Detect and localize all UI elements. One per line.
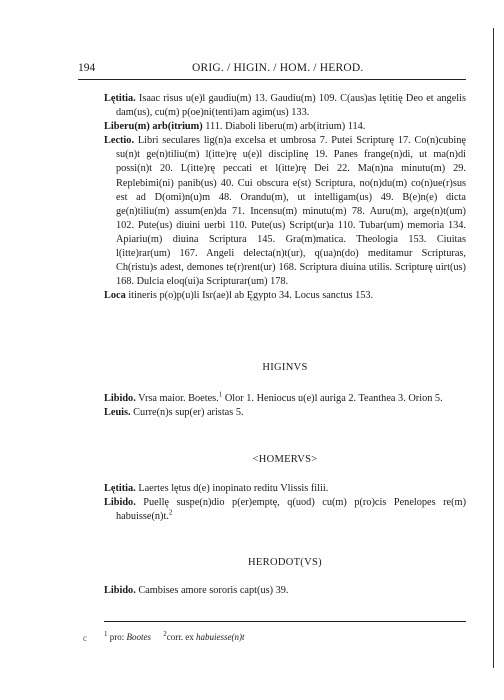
footnote-2	[163, 632, 244, 642]
higinus-entries	[104, 392, 466, 420]
entry-loca	[104, 289, 466, 303]
footnote-ref: 2	[168, 508, 173, 517]
entry-leuis	[104, 406, 466, 420]
entry-text: Isaac risus u(e)l gaudiu(m) 13. Gaudiu(m) 109. C(aus)as lętitię Deo et angelis dam(us), cu(m) p(oe)ni(tenti)am agim(us) 133.	[116, 93, 466, 119]
entry-letitia	[104, 92, 466, 120]
entry-libido	[104, 496, 466, 524]
footnote-label: corr. ex	[166, 632, 196, 642]
entry-head: Loca	[104, 290, 126, 302]
entry-libido	[104, 392, 466, 406]
entry-head: Libido.	[104, 393, 136, 404]
entry-text: Vrsa maior. Boetes.	[135, 393, 219, 404]
entry-head: Liberu(m) arb(itrium)	[104, 121, 203, 133]
running-title: ORIG. / HIGIN. / HOM. / HEROD.	[192, 62, 364, 74]
entry-text: Olor 1. Heniocus u(e)l auriga 2. Teanthea 3. Orion 5.	[222, 393, 443, 404]
entry-lectio	[104, 134, 466, 289]
footnote-mark: 1	[104, 630, 108, 638]
entry-head: Lectio.	[104, 135, 135, 147]
section-title-herodotus: HERODOT(VS)	[248, 557, 322, 568]
entry-text: 111. Diaboli liberu(m) arb(itrium) 114.	[202, 121, 366, 133]
page-header	[78, 62, 466, 78]
footnote-mark: 2	[163, 630, 167, 638]
entry-head: Lętitia.	[104, 483, 136, 494]
section-title-higinus: HIGINVS	[262, 362, 308, 373]
homerus-entries	[104, 482, 466, 524]
footnote-1	[104, 632, 151, 642]
entry-liberum-arbitrium	[104, 120, 466, 134]
origenes-entries	[104, 92, 466, 303]
entry-text: Puellę suspe(n)dio p(er)emptę, q(uod) cu(m) p(ro)cis Penelopes re(m) habuisse(n)t.	[116, 497, 466, 523]
footnote-rule	[104, 621, 466, 622]
entry-text: Libri seculares lig(n)a excelsa et umbrosa 7. Putei Scripturę 17. Co(n)cubinę su(n)t ge(n)tiliu(m) l(itte)rę u(e)l disciplinę 19. Panes frange(n)di, ut ma(n)di possi(n)t 20. L(itte)rę peccati et l(itte)rę Dei 22. Ma(n)na minutu(m) 29. Replebimi(ni) panib(us) 40. Cui obscura e(st) Scriptura, no(n)du(m) co(n)ue(r)sus est ad D(omi)n(u)m 48. Orandu(m), ut intelligam(us) 49. B(e)n(e) dicta ge(n)tiliu(m) assum(en)da 71. Incensu(m) minutu(m) 78. Auru(m), arge(n)t(um) 102. Pute(us) diuini uerbi 110. Pute(us) Script(ur)a 110. Tubar(um) memoria 134. Apiariu(m) diuina Scriptura 145. Gra(m)matica. Theologia 153. Ciuitas l(itte)rar(um) 167. Angeli delecta(n)t(ur), q(ua)n(do) meditamur Scripturas, Ch(ristu)s adest, demones te(r)rent(ur) 168. Scriptura diuina utilis. Scripturę uirt(us) 168. Dulcia eloq(ui)a Scripturar(um) 178.	[116, 135, 466, 288]
herodotus-entries	[104, 584, 466, 598]
section-title-homerus: <HOMERVS>	[252, 454, 318, 465]
entry-text: Curre(n)s sup(er) aristas 5.	[130, 407, 244, 419]
footnote-text: habuiesse(n)t	[196, 632, 245, 642]
entry-text: itineris p(o)p(u)li Isr(ae)l ab Ęgypto 34. Locus sanctus 153.	[125, 290, 374, 302]
entry-head: Libido.	[104, 497, 136, 509]
entry-head: Libido.	[104, 585, 136, 596]
footnote-label: pro:	[107, 632, 127, 642]
footnote-text: Bootes	[126, 632, 151, 642]
entry-text: Laertes lętus d(e) inopinato reditu Vlissis filii.	[135, 483, 329, 494]
footnotes	[104, 632, 255, 642]
margin-mark: c	[83, 633, 87, 643]
header-rule	[78, 79, 466, 80]
footnote-ref: 1	[218, 390, 223, 399]
entry-head: Lętitia.	[104, 93, 136, 104]
entry-head: Leuis.	[104, 407, 131, 419]
binding-edge-line	[493, 28, 494, 668]
entry-libido	[104, 584, 466, 598]
page-number: 194	[78, 62, 96, 74]
entry-letitia	[104, 482, 466, 496]
entry-text: Cambises amore sororis capt(us) 39.	[135, 585, 289, 596]
